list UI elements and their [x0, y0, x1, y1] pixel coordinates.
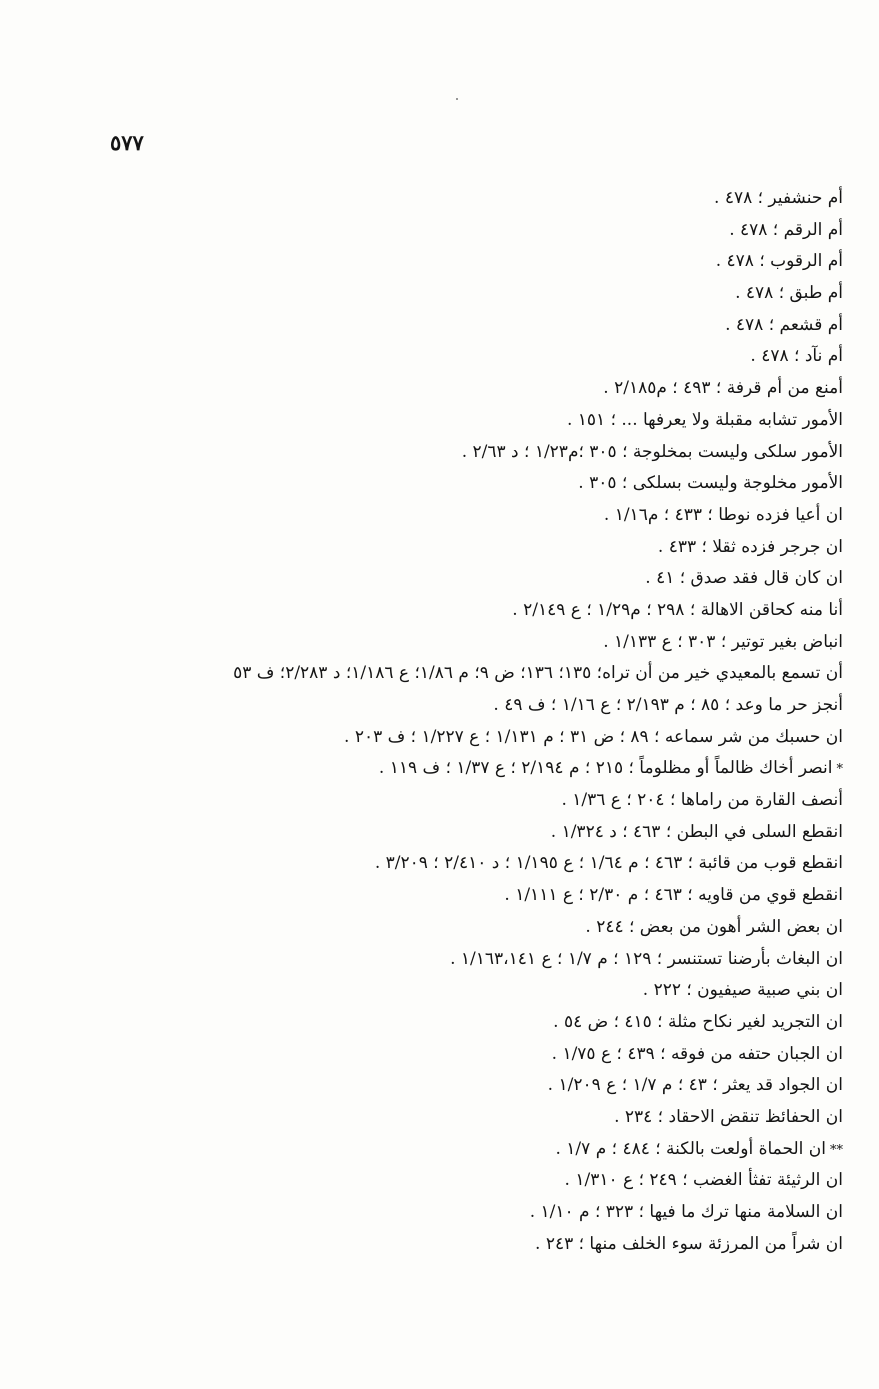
proverb-entry	[103, 183, 843, 215]
asterisk-marker: *	[836, 762, 843, 778]
proverb-entry	[103, 785, 843, 817]
proverb-entry	[103, 817, 843, 849]
proverb-text: انقطع السلى في البطن ؛ ٤٦٣ ؛ د ١/٣٢٤ .	[550, 821, 843, 842]
proverb-text: ان جرجر فزده ثقلا ؛ ٤٣٣ .	[657, 536, 843, 557]
proverb-text: ان السلامة منها ترك ما فيها ؛ ٣٢٣ ؛ م ١/١٠ .	[529, 1202, 843, 1222]
proverb-text: الأمور سلكى وليست بمخلوجة ؛ ٣٠٥ ؛م١/٢٣ ؛ د ٢/٦٣ .	[461, 441, 843, 462]
proverb-text: أمنع من أم قرفة ؛ ٤٩٣ ؛ م٢/١٨٥ .	[603, 378, 843, 399]
proverb-entry	[103, 437, 843, 469]
proverb-text: ان التجريد لغير نكاح مثلة ؛ ٤١٥ ؛ ض ٥٤ .	[553, 1011, 843, 1032]
proverb-text: أنجز حر ما وعد ؛ ٨٥ ؛ م ٢/١٩٣ ؛ ع ١/١٦ ؛ ف ٤٩ .	[493, 695, 843, 715]
proverb-text: أن تسمع بالمعيدي خير من أن تراه؛ ١٣٥؛ ١٣٦؛ ض ٩؛ م ١/٨٦؛ ع ١/١٨٦؛ د ٢/٢٨٣؛ ف ٥٣	[233, 663, 843, 684]
proverb-entry	[103, 1102, 843, 1134]
proverb-text: أم حنشفير ؛ ٤٧٨ .	[714, 188, 843, 208]
proverb-entry	[103, 722, 843, 754]
proverb-text: ان بني صبية صيفيون ؛ ٢٢٢ .	[642, 980, 843, 1001]
proverb-text: أم الرقم ؛ ٤٧٨ .	[729, 219, 843, 240]
proverb-entry	[103, 595, 843, 627]
proverb-text: أنصف القارة من راماها ؛ ٢٠٤ ؛ ع ١/٣٦ .	[561, 790, 843, 811]
proverb-entry	[103, 310, 843, 342]
proverb-entry	[103, 975, 843, 1007]
proverb-entry	[103, 753, 843, 785]
proverb-text: أنا منه كحاقن الاهالة ؛ ٢٩٨ ؛ م١/٢٩ ؛ ع ٢/١٤٩ .	[512, 599, 843, 620]
proverb-text: ان الحفائظ تنقض الاحقاد ؛ ٢٣٤ .	[614, 1106, 843, 1127]
proverb-entry	[103, 1007, 843, 1039]
proverb-entry	[103, 1165, 843, 1197]
proverb-entry	[103, 373, 843, 405]
proverb-entry	[103, 627, 843, 659]
page-number: ٥٧٧	[110, 130, 144, 155]
proverb-entry	[103, 1039, 843, 1071]
proverb-entry	[103, 215, 843, 247]
asterisk-marker: **	[830, 1142, 843, 1158]
proverb-text: ان كان قال فقد صدق ؛ ٤١ .	[645, 568, 843, 589]
proverb-text: ان البغاث بأرضنا تستنسر ؛ ١٢٩ ؛ م ١/٧ ؛ ع ١/١٦٣،١٤١ .	[450, 948, 843, 969]
proverb-entry	[103, 1197, 843, 1229]
proverb-text: ان الحماة أولعت بالكنة ؛ ٤٨٤ ؛ م ١/٧ .	[555, 1138, 826, 1159]
proverb-text: أم طبق ؛ ٤٧٨ .	[735, 283, 843, 304]
proverb-entry	[103, 278, 843, 310]
proverb-text: الأمور تشابه مقبلة ولا يعرفها ... ؛ ١٥١ .	[566, 409, 843, 430]
proverb-text: ان الرثيئة تفثأ الغضب ؛ ٢٤٩ ؛ ع ١/٣١٠ .	[564, 1170, 843, 1191]
proverb-entry	[103, 690, 843, 722]
proverb-entry	[103, 1229, 843, 1261]
proverb-text: الأمور مخلوجة وليست بسلكى ؛ ٣٠٥ .	[578, 473, 843, 494]
proverb-text: ان بعض الشر أهون من بعض ؛ ٢٤٤ .	[585, 916, 843, 937]
proverb-text: ان أعيا فزده نوطا ؛ ٤٣٣ ؛ م١/١٦ .	[603, 504, 843, 525]
proverb-index-list	[103, 183, 843, 1260]
proverb-entry	[103, 1070, 843, 1102]
proverb-text: انقطع قوي من قاويه ؛ ٤٦٣ ؛ م ٢/٣٠ ؛ ع ١/١١١ .	[504, 885, 843, 906]
proverb-entry	[103, 912, 843, 944]
paper-speck	[456, 98, 458, 100]
proverb-text: ان الجواد قد يعثر ؛ ٤٣ ؛ م ١/٧ ؛ ع ١/٢٠٩ .	[547, 1075, 843, 1096]
proverb-entry	[103, 1134, 843, 1166]
proverb-text: ان الجبان حتفه من فوقه ؛ ٤٣٩ ؛ ع ١/٧٥ .	[551, 1043, 843, 1064]
proverb-entry	[103, 658, 843, 690]
proverb-entry	[103, 880, 843, 912]
proverb-entry	[103, 500, 843, 532]
proverb-entry	[103, 532, 843, 564]
proverb-text: انقطع قوب من قائبة ؛ ٤٦٣ ؛ م ١/٦٤ ؛ ع ١/١٩٥ ؛ د ٢/٤١٠ ؛ ٣/٢٠٩ .	[374, 853, 843, 874]
proverb-text: أم الرقوب ؛ ٤٧٨ .	[715, 251, 843, 272]
proverb-text: ان شراً من المرزئة سوء الخلف منها ؛ ٢٤٣ .	[535, 1233, 843, 1254]
proverb-entry	[103, 848, 843, 880]
proverb-entry	[103, 246, 843, 278]
proverb-text: أم نآد ؛ ٤٧٨ .	[750, 346, 843, 367]
proverb-entry	[103, 405, 843, 437]
proverb-text: ان حسبك من شر سماعه ؛ ٨٩ ؛ ض ٣١ ؛ م ١/١٣١ ؛ ع ١/٢٢٧ ؛ ف ٢٠٣ .	[344, 726, 843, 747]
proverb-entry	[103, 468, 843, 500]
proverb-entry	[103, 341, 843, 373]
proverb-text: انصر أخاك ظالماً أو مظلوماً ؛ ٢١٥ ؛ م ٢/١٩٤ ؛ ع ١/٣٧ ؛ ف ١١٩ .	[378, 758, 833, 779]
proverb-entry	[103, 944, 843, 976]
proverb-entry	[103, 563, 843, 595]
proverb-text: أم قشعم ؛ ٤٧٨ .	[725, 314, 843, 335]
proverb-text: انباض بغير توتير ؛ ٣٠٣ ؛ ع ١/١٣٣ .	[603, 631, 843, 652]
